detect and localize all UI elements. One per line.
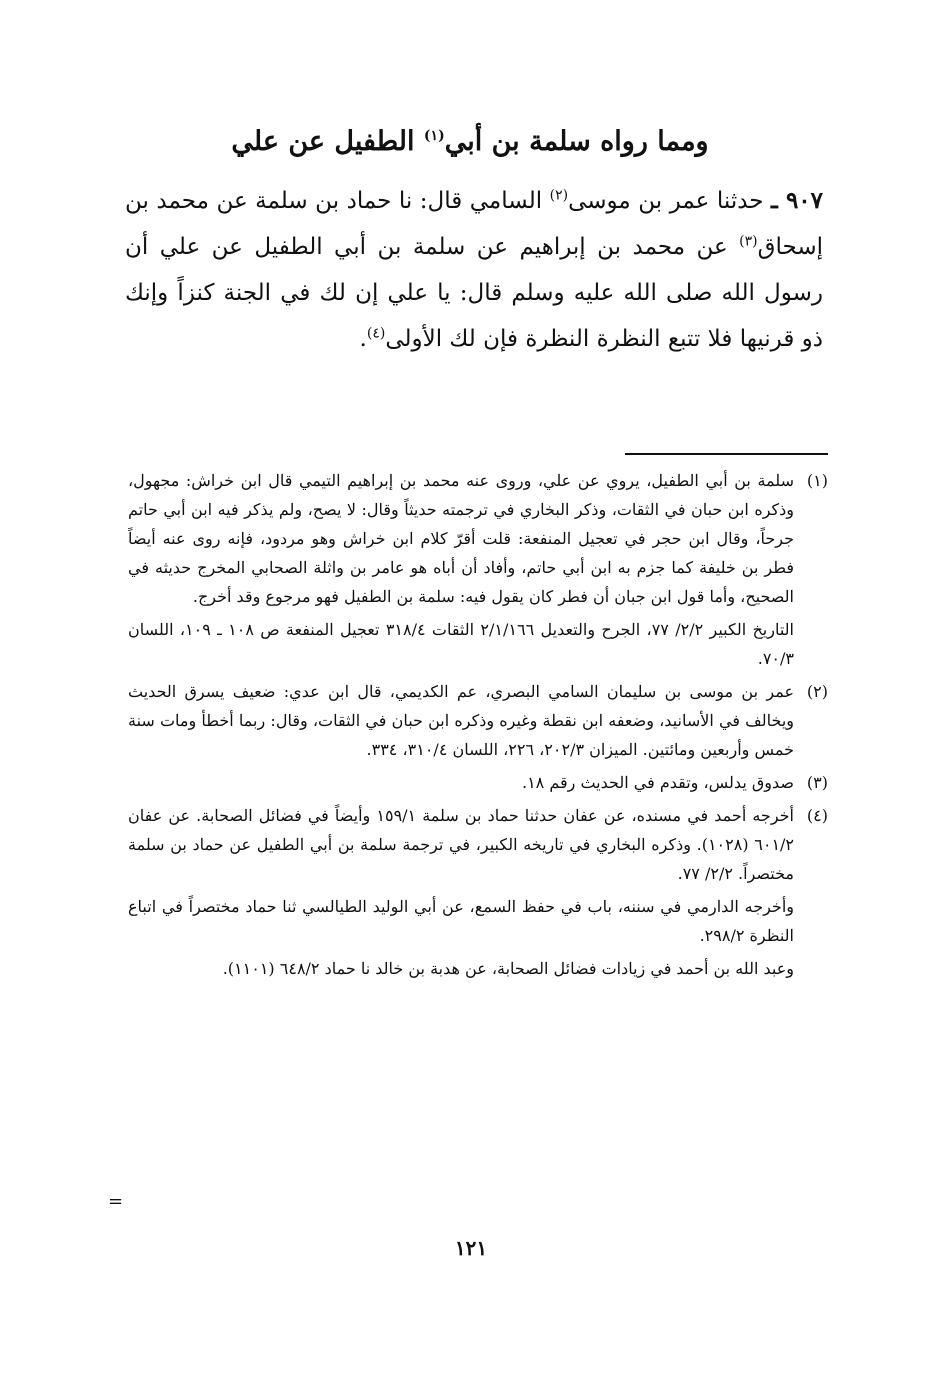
heading-footnote-ref[interactable]: (١)	[423, 128, 445, 144]
heading-text-end: الطفيل عن علي	[231, 126, 424, 157]
footnote-ref-3[interactable]: (٣)	[739, 233, 758, 250]
footnote-paragraph: سلمة بن أبي الطفيل، يروي عن علي، وروى عنه محمد بن إبراهيم التيمي قال ابن خراش: مجهول، وذكره ابن حبان في الثقات، وذكر البخاري في ترجمته حديثاً وقال: لا يصح، ولم يذكر فيه ابن أبي حاتم جرحاً، وقال ابن حجر في تعجيل المنفعة: قلت أقرّ كلام ابن خراش وهو مردود، فإنه روى عنه أيضاً فطر بن خليفة كما جزم به ابن أبي حاتم، وأفاد أن أباه هو عامر بن واثلة الصحابي المخرج حديثه في الصحيح، وأما قول ابن جبان أن فطر كان يقول فيه: سلمة بن الطفيل فهو مرجوع وقد أخرج.	[128, 471, 795, 606]
footnote-body	[128, 466, 794, 677]
footnote-3	[128, 768, 828, 801]
heading-text: ومما رواه سلمة بن أبي	[444, 126, 709, 157]
footnote-paragraph: عمر بن موسى بن سليمان السامي البصري، عم الكديمي، قال ابن عدي: ضعيف يسرق الحديث ويخالف في الأسانيد، وضعفه ابن نقطة وغيره وذكره ابن حبان في الثقات، وقال: ربما أخطأ ومات سنة خمس وأربعين ومائتين. الميزان ٢٠٢/٣، ٢٢٦، اللسان ٣١٠/٤، ٣٣٤.	[128, 682, 794, 759]
footnote-body	[128, 801, 794, 987]
footnote-2	[128, 677, 828, 768]
footnote-paragraph: وأخرجه الدارمي في سننه، باب في حفظ السمع، عن أبي الوليد الطيالسي ثنا حماد مختصراً في اتباع النظرة ٢٩٨/٢.	[128, 897, 794, 945]
footnote-number: (١)	[806, 471, 828, 490]
footnote-paragraph: صدوق يدلس، وتقدم في الحديث رقم ١٨.	[521, 773, 794, 792]
page-number: ١٢١	[454, 1236, 488, 1260]
footnote-number: (٣)	[806, 773, 828, 792]
footnote-ref-4[interactable]: (٤)	[366, 325, 386, 342]
hadith-text-part-4: .	[359, 326, 367, 352]
footnote-ref-2[interactable]: (٢)	[549, 187, 569, 204]
hadith-text	[125, 178, 823, 362]
footnote-body	[128, 677, 794, 768]
hadith-paragraph	[125, 178, 823, 362]
footnote-paragraph: أخرجه أحمد في مسنده، عن عفان حدثنا حماد بن سلمة ١٥٩/١ وأيضاً في فضائل الصحابة. عن عفان ٦٠١/٢ (١٠٢٨). وذكره البخاري في تاريخه الكبير، في ترجمة سلمة بن أبي الطفيل عن حماد بن سلمة مختصراً. ٢/٢/ ٧٧.	[128, 806, 795, 883]
footnote-number: (٤)	[806, 806, 828, 825]
section-heading	[130, 120, 810, 164]
continuation-mark: =	[108, 1191, 124, 1212]
footnote-separator	[625, 453, 828, 455]
footnotes	[128, 466, 828, 987]
footnote-paragraph: التاريخ الكبير ٢/٢/ ٧٧، الجرح والتعديل ٢/١/١٦٦ الثقات ٣١٨/٤ تعجيل المنفعة ص ١٠٨ ـ ١٠٩، اللسان ٧٠/٣.	[128, 620, 794, 668]
hadith-text-part-1: حدثنا عمر بن موسى	[568, 188, 772, 214]
footnote-number: (٢)	[806, 682, 828, 701]
hadith-number: ٩٠٧ ـ	[771, 187, 824, 214]
hadith-text-part-3: عن محمد بن إبراهيم عن سلمة بن أبي الطفيل عن علي أن رسول الله صلى الله عليه وسلم قال: يا علي إن لك في الجنة كنزاً وإنك ذو قرنيها فلا تتبع النظرة النظرة فإن لك الأولى	[125, 234, 823, 352]
hadith-text-part-2: السامي قال: نا حماد بن سلمة عن محمد بن إسحاق	[125, 188, 823, 260]
footnote-1	[128, 466, 828, 677]
footnote-paragraph: وعبد الله بن أحمد في زيادات فضائل الصحابة، عن هدبة بن خالد نا حماد ٦٤٨/٢ (١١٠١).	[222, 959, 794, 978]
footnote-4	[128, 801, 828, 987]
footnote-body	[128, 768, 794, 801]
